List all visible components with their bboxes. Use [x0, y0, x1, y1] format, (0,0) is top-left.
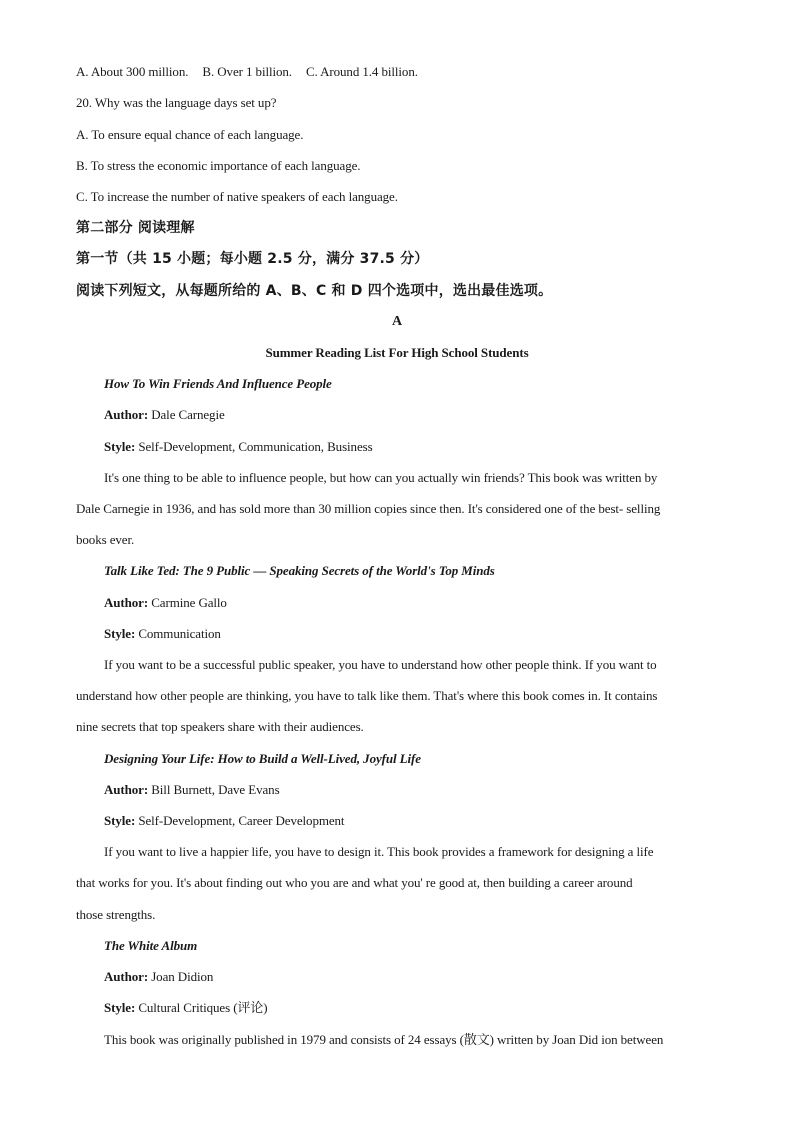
style-value: Cultural Critiques (评论) — [135, 1000, 268, 1015]
book-author — [104, 967, 720, 987]
book-desc-line: This book was originally published in 1979 and consists of 24 essays (散文) written by Joan Did ion between — [104, 1032, 664, 1047]
q20-option-b: B. To stress the economic importance of each language. — [76, 158, 361, 173]
book-desc-line: those strengths. — [76, 907, 156, 922]
passage-letter: A — [391, 314, 402, 329]
book-title: The White Album — [104, 938, 198, 953]
part2-heading: 第二部分 阅读理解 — [76, 220, 195, 236]
book-style — [104, 624, 720, 644]
book-desc-line: If you want to live a happier life, you have to design it. This book provides a framework for designing a life — [104, 844, 654, 859]
author-label: Author: — [104, 969, 149, 984]
book-desc-line: If you want to be a successful public speaker, you have to understand how other people think. If you want to — [104, 657, 657, 672]
author-label: Author: — [104, 407, 149, 422]
section1-heading: 第一节（共 15 小题；每小题 2.5 分，满分 37.5 分） — [76, 251, 429, 267]
book-desc-line: Dale Carnegie in 1936, and has sold more than 30 million copies since then. It's considered one of the best- selling — [76, 501, 661, 516]
author-value: Carmine Gallo — [148, 595, 227, 610]
author-value: Bill Burnett, Dave Evans — [148, 782, 280, 797]
reading-instructions: 阅读下列短文，从每题所给的 A、B、C 和 D 四个选项中，选出最佳选项。 — [76, 283, 553, 299]
book-style — [104, 998, 720, 1018]
q19-option-c: C. Around 1.4 billion. — [305, 64, 418, 79]
book-author — [104, 405, 720, 425]
q20-stem: 20. Why was the language days set up? — [76, 95, 277, 110]
author-label: Author: — [104, 595, 149, 610]
q20-option-c: C. To increase the number of native speakers of each language. — [76, 189, 398, 204]
book-title: Talk Like Ted: The 9 Public — Speaking Secrets of the World's Top Minds — [104, 563, 495, 578]
book-desc-line: nine secrets that top speakers share with their audiences. — [76, 719, 364, 734]
book-desc-line: It's one thing to be able to influence people, but how can you actually win friends? This book was written by — [104, 470, 658, 485]
book-desc-line: understand how other people are thinking, you have to talk like them. That's where this book comes in. It contains — [76, 688, 658, 703]
q19-option-a: A. About 300 million. — [76, 64, 189, 79]
book-style — [104, 437, 720, 457]
book-style — [104, 811, 720, 831]
passage-title: Summer Reading List For High School Students — [265, 345, 529, 360]
q19-options — [76, 62, 720, 82]
author-value: Joan Didion — [148, 969, 214, 984]
style-value: Self-Development, Communication, Business — [135, 439, 373, 454]
q20-option-a: A. To ensure equal chance of each language. — [76, 127, 304, 142]
style-value: Self-Development, Career Development — [135, 813, 345, 828]
author-value: Dale Carnegie — [148, 407, 225, 422]
book-desc-line: that works for you. It's about finding out who you are and what you' re good at, then building a career around — [76, 875, 633, 890]
book-author — [104, 593, 720, 613]
style-value: Communication — [135, 626, 221, 641]
style-label: Style: — [104, 1000, 136, 1015]
book-title: Designing Your Life: How to Build a Well-Lived, Joyful Life — [104, 751, 421, 766]
style-label: Style: — [104, 626, 136, 641]
book-author — [104, 780, 720, 800]
book-title: How To Win Friends And Influence People — [104, 376, 332, 391]
book-desc-line: books ever. — [76, 532, 135, 547]
q19-option-b: B. Over 1 billion. — [202, 64, 292, 79]
style-label: Style: — [104, 813, 136, 828]
author-label: Author: — [104, 782, 149, 797]
style-label: Style: — [104, 439, 136, 454]
